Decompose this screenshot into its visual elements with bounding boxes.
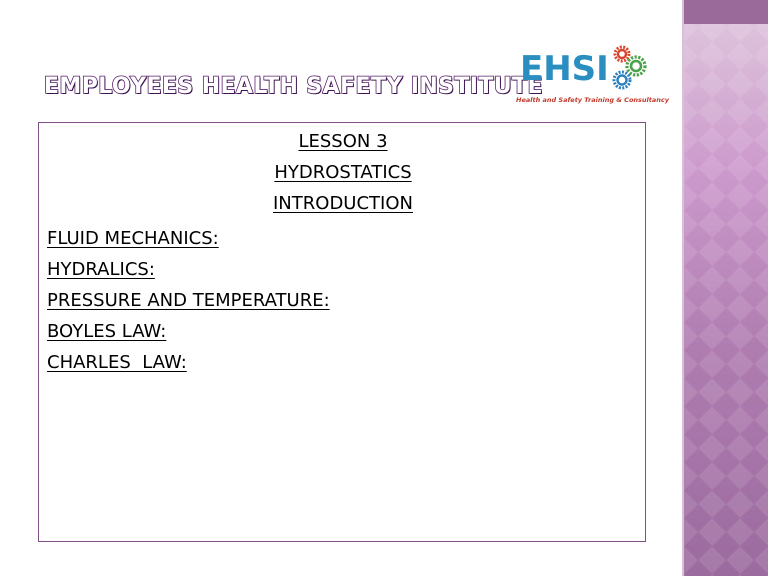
topic-item-pressure-temperature: PRESSURE AND TEMPERATURE: — [47, 290, 330, 311]
gears-icon — [610, 44, 652, 94]
topic-item-boyles-law: BOYLES LAW: — [47, 321, 167, 342]
logo-wordmark: EHSI — [520, 49, 609, 89]
decorative-side-strip-edge — [682, 0, 684, 576]
lesson-number: LESSON 3 — [298, 131, 388, 152]
decorative-side-strip — [684, 0, 768, 576]
ehsi-logo — [514, 44, 669, 110]
topic-item-charles-law: CHARLES LAW: — [47, 352, 187, 373]
decorative-side-strip-top — [684, 0, 768, 24]
blue-gear-icon — [614, 72, 630, 88]
red-gear-icon — [615, 47, 629, 61]
green-gear-icon — [627, 57, 645, 75]
topic-item-hydralics: HYDRALICS: — [47, 259, 155, 280]
lesson-subject: HYDROSTATICS — [274, 162, 412, 183]
topic-list — [47, 223, 330, 378]
slide-title: EMPLOYEES HEALTH SAFETY INSTITUTE — [44, 74, 543, 99]
lesson-section: INTRODUCTION — [273, 193, 413, 214]
logo-tagline: Health and Safety Training & Consultancy — [516, 96, 669, 104]
topic-item-fluid-mechanics: FLUID MECHANICS: — [47, 228, 219, 249]
lesson-content-box — [38, 122, 646, 542]
